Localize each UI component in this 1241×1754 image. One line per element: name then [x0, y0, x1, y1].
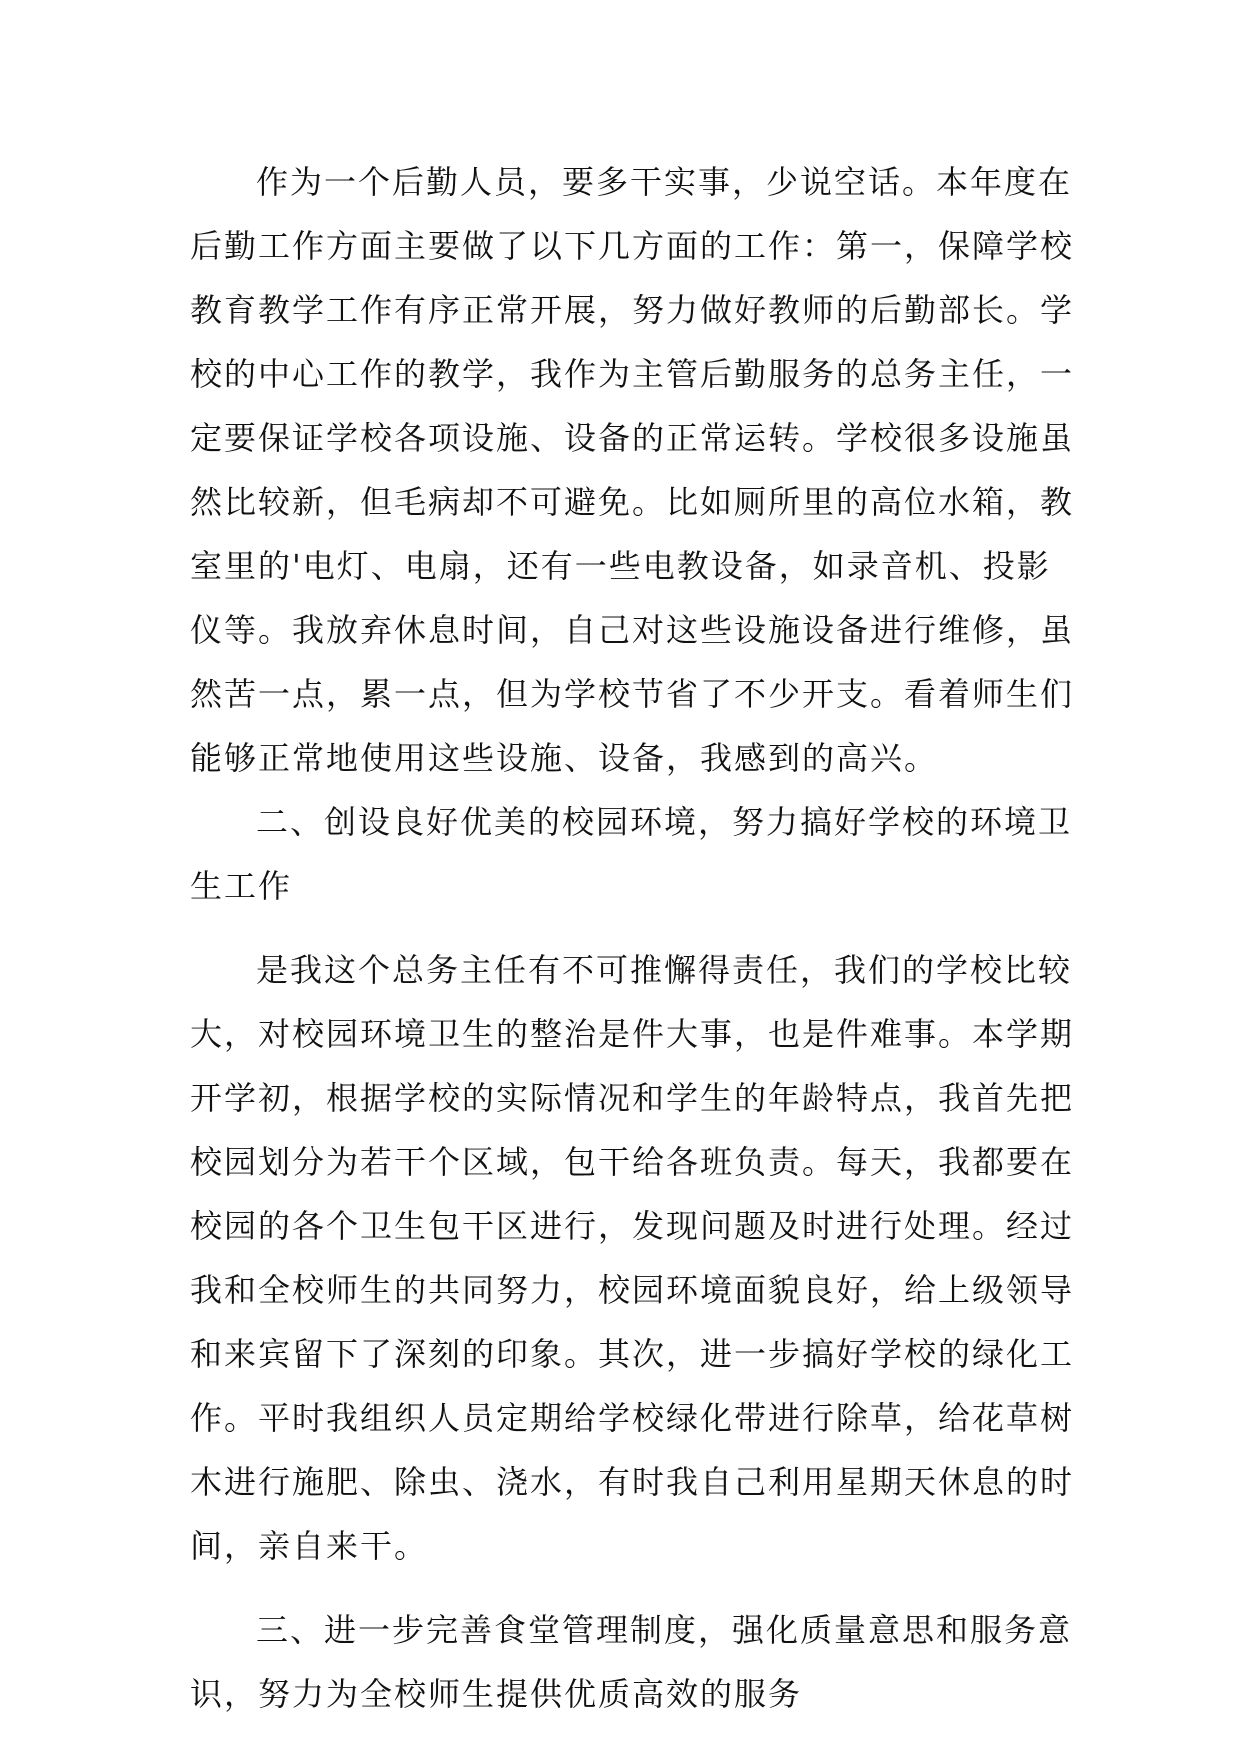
paragraph-line: 然苦一点，累一点，但为学校节省了不少开支。看着师生们	[190, 675, 1075, 713]
paragraph-line: 开学初，根据学校的实际情况和学生的年龄特点，我首先把	[190, 1079, 1075, 1117]
paragraph-line: 木进行施肥、除虫、浇水，有时我自己利用星期天休息的时	[190, 1463, 1075, 1501]
document-body	[190, 150, 1075, 1726]
paragraph-logistics-work	[190, 150, 1075, 790]
paragraph-environment-work	[190, 938, 1075, 1578]
paragraph-line: 校园的各个卫生包干区进行，发现问题及时进行处理。经过	[190, 1207, 1075, 1245]
paragraph-line: 校园划分为若干个区域，包干给各班负责。每天，我都要在	[190, 1143, 1075, 1181]
paragraph-line: 后勤工作方面主要做了以下几方面的工作：第一，保障学校	[190, 227, 1075, 265]
heading-line: 生工作	[190, 867, 293, 905]
paragraph-gap	[190, 1578, 1050, 1598]
paragraph-line: 是我这个总务主任有不可推懈得责任，我们的学校比较	[256, 951, 1073, 989]
paragraph-line: 教育教学工作有序正常开展，努力做好教师的后勤部长。学	[190, 291, 1075, 329]
paragraph-line: 校的中心工作的教学，我作为主管后勤服务的总务主任，一	[190, 355, 1075, 393]
paragraph-line: 大，对校园环境卫生的整治是件大事，也是件难事。本学期	[190, 1015, 1075, 1053]
paragraph-line: 定要保证学校各项设施、设备的正常运转。学校很多设施虽	[190, 419, 1075, 457]
heading-line: 三、进一步完善食堂管理制度，强化质量意思和服务意	[256, 1611, 1073, 1649]
heading-line: 二、创设良好优美的校园环境，努力搞好学校的环境卫	[256, 803, 1073, 841]
paragraph-gap	[190, 918, 1050, 938]
paragraph-line: 作为一个后勤人员，要多干实事，少说空话。本年度在	[256, 163, 1073, 201]
paragraph-line: 仪等。我放弃休息时间，自己对这些设施设备进行维修，虽	[190, 611, 1075, 649]
section-heading-canteen	[190, 1598, 1073, 1726]
paragraph-line: 作。平时我组织人员定期给学校绿化带进行除草，给花草树	[190, 1399, 1075, 1437]
heading-line: 识，努力为全校师生提供优质高效的服务	[190, 1675, 803, 1713]
paragraph-line: 我和全校师生的共同努力，校园环境面貌良好，给上级领导	[190, 1271, 1075, 1309]
paragraph-line: 间，亲自来干。	[190, 1527, 429, 1565]
paragraph-line: 能够正常地使用这些设施、设备，我感到的高兴。	[190, 739, 939, 777]
paragraph-line: 然比较新，但毛病却不可避免。比如厕所里的高位水箱，教	[190, 483, 1075, 521]
section-heading-environment	[190, 790, 1073, 918]
paragraph-line: 和来宾留下了深刻的印象。其次，进一步搞好学校的绿化工	[190, 1335, 1075, 1373]
paragraph-line: 室里的'电灯、电扇，还有一些电教设备，如录音机、投影	[190, 547, 1051, 585]
